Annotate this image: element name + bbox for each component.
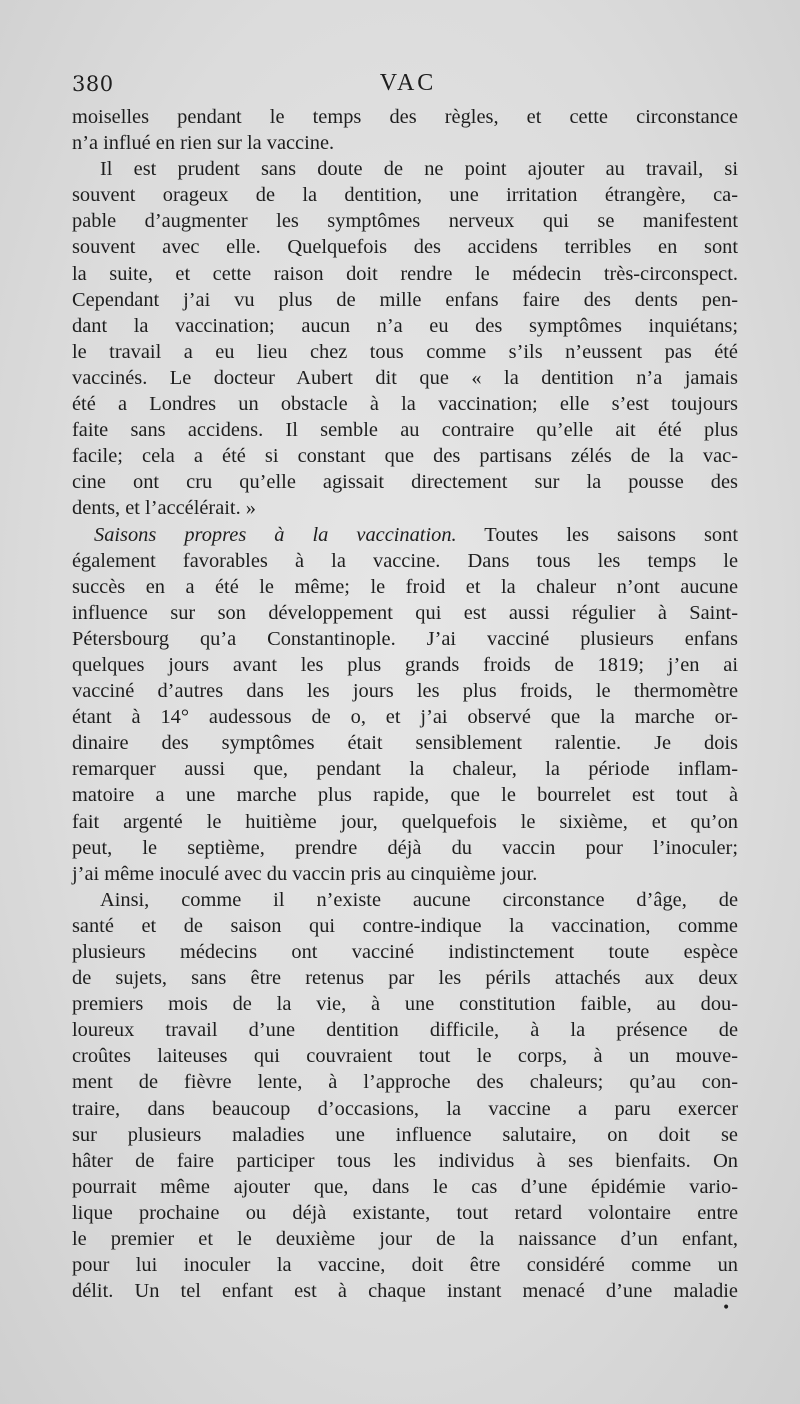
text-line: Pétersbourg qu’a Constantinople. J’ai vacciné plusieurs enfans <box>72 627 738 650</box>
footer-mark: • <box>722 1300 731 1316</box>
text-line: faite sans accidens. Il semble au contraire qu’elle ait été plus <box>72 419 738 442</box>
text-line: loureux travail d’une dentition difficile, à la présence de <box>72 1019 738 1042</box>
text-line: sur plusieurs maladies une influence salutaire, on doit se <box>72 1123 738 1146</box>
text-line: n’a influé en rien sur la vaccine. <box>72 132 335 155</box>
text-line: Il est prudent sans doute de ne point ajouter au travail, si <box>100 158 738 181</box>
text-line: pable d’augmenter les symptômes nerveux qui se manifestent <box>72 210 738 233</box>
text-line: la suite, et cette raison doit rendre le médecin très-circonspect. <box>72 262 738 285</box>
text-line: délit. Un tel enfant est à chaque instant menacé d’une maladie <box>72 1280 738 1303</box>
text-line: remarquer aussi que, pendant la chaleur, la période inflam- <box>72 758 738 781</box>
text-line: dents, et l’accélérait. » <box>72 497 256 520</box>
text-line: fait argenté le huitième jour, quelquefois le sixième, et qu’on <box>72 810 738 833</box>
text-line: été a Londres un obstacle à la vaccination; elle s’est toujours <box>72 393 738 416</box>
text-line: quelques jours avant les plus grands froids de 1819; j’en ai <box>72 653 738 676</box>
section-continuation: Toutes les saisons sont <box>456 523 738 546</box>
text-line: dant la vaccination; aucun n’a eu des symptômes inquiétans; <box>72 314 738 337</box>
text-line: pourrait même ajouter que, dans le cas d’une épidémie vario- <box>72 1175 738 1198</box>
text-line: facile; cela a été si constant que des partisans zélés de la vac- <box>72 445 738 468</box>
text-line: Ainsi, comme il n’existe aucune circonstance d’âge, de <box>100 888 738 911</box>
text-line: vaccinés. Le docteur Aubert dit que « la dentition n’a jamais <box>72 366 738 389</box>
text-line: succès en a été le même; le froid et la chaleur n’ont aucune <box>72 575 738 598</box>
text-line: dinaire des symptômes était sensiblement ralentie. Je dois <box>72 732 738 755</box>
text-line: premiers mois de la vie, à une constitution faible, au dou- <box>72 993 738 1016</box>
text-line: traire, dans beaucoup d’occasions, la vaccine a paru exercer <box>72 1097 738 1120</box>
text-line: souvent orageux de la dentition, une irritation étrangère, ca- <box>72 184 738 207</box>
text-line: également favorables à la vaccine. Dans tous les temps le <box>72 549 738 572</box>
text-line: lique prochaine ou déjà existante, tout retard volontaire entre <box>72 1201 738 1224</box>
text-line: de sujets, sans être retenus par les périls attachés aux deux <box>72 967 738 990</box>
section-heading: Saisons propres à la vaccination. <box>94 523 457 546</box>
text-line: influence sur son développement qui est aussi régulier à Saint- <box>72 601 738 624</box>
text-line: matoire a une marche plus rapide, que le bourrelet est tout à <box>72 784 738 807</box>
text-line: santé et de saison qui contre-indique la vaccination, comme <box>72 914 738 937</box>
text-line: Cependant j’ai vu plus de mille enfans faire des dents pen- <box>72 288 738 311</box>
text-line: le travail a eu lieu chez tous comme s’ils n’eussent pas été <box>72 340 738 363</box>
page-header <box>72 68 744 102</box>
page-number: 380 <box>72 72 114 96</box>
running-head: VAC <box>379 70 437 96</box>
text-line: cine ont cru qu’elle agissait directement sur la pousse des <box>72 471 738 494</box>
text-line: plusieurs médecins ont vacciné indistinctement toute espèce <box>72 941 738 963</box>
text-line: j’ai même inoculé avec du vaccin pris au cinquième jour. <box>72 862 538 885</box>
text-line: souvent avec elle. Quelquefois des accidens terribles en sont <box>72 236 738 259</box>
text-line: moiselles pendant le temps des règles, et cette circonstance <box>72 106 738 128</box>
text-line: hâter de faire participer tous les individus à ses bienfaits. On <box>72 1149 738 1172</box>
text-line: le premier et le deuxième jour de la naissance d’un enfant, <box>72 1228 738 1251</box>
body-text <box>72 104 738 1304</box>
text-line: croûtes laiteuses qui couvraient tout le corps, à un mouve- <box>72 1045 738 1068</box>
text-line: étant à 14° audessous de o, et j’ai observé que la marche or- <box>72 706 738 729</box>
section-line <box>72 522 738 548</box>
text-line: vacciné d’autres dans les jours les plus froids, le thermomètre <box>72 680 738 703</box>
text-line: pour lui inoculer la vaccine, doit être considéré comme un <box>72 1254 738 1277</box>
text-line: ment de fièvre lente, à l’approche des chaleurs; qu’au con- <box>72 1071 738 1094</box>
text-line: peut, le septième, prendre déjà du vaccin pour l’inoculer; <box>72 836 738 859</box>
